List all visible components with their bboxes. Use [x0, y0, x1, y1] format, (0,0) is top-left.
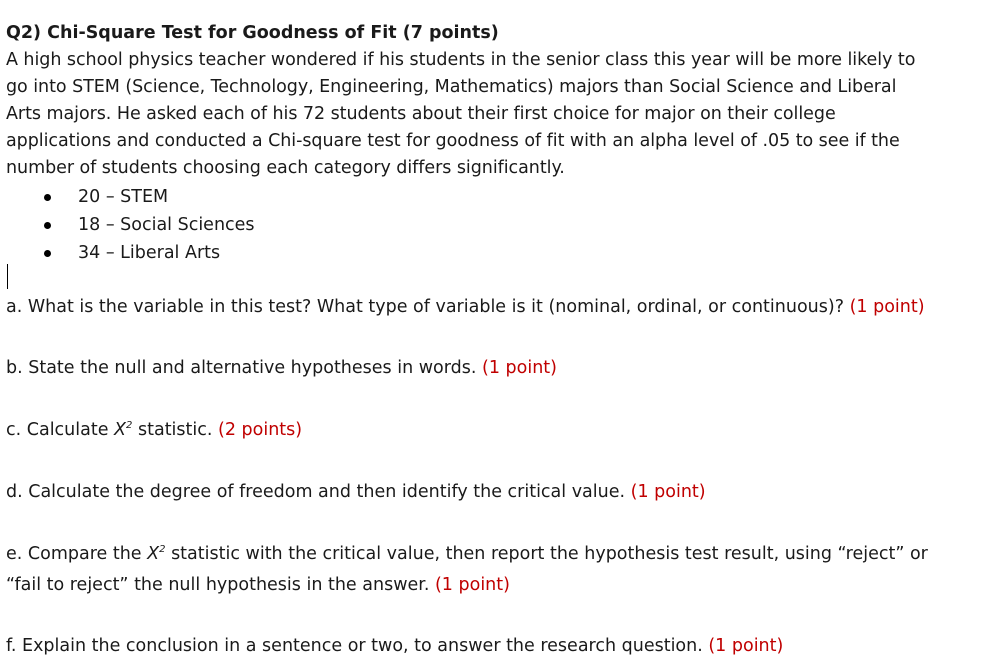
part-f [6, 631, 966, 662]
list-item [6, 211, 976, 239]
bullet-icon [44, 222, 51, 229]
part-f-points: (1 point) [708, 636, 784, 656]
part-b [6, 353, 966, 384]
question-intro: A high school physics teacher wondered if his students in the senior class this year will be more likely to go into STEM (Science, Technology, Engineering, Mathematics) majors than Social Science and Liberal Arts majors. He asked each of his 72 students about their first choice for major on their college applications and conducted a Chi-square test for goodness of fit with an alpha level of .05 to see if the number of students choosing each category differs significantly. [6, 50, 916, 178]
part-c-text-pre: c. Calculate [6, 420, 115, 440]
frequency-list [6, 183, 976, 267]
part-b-points: (1 point) [482, 358, 557, 378]
part-d-text: d. Calculate the degree of freedom and then identify the critical value. [6, 482, 631, 502]
part-e-text-pre: e. Compare the [6, 544, 148, 564]
chi-exponent: 2 [159, 544, 166, 555]
part-e-points: (1 point) [434, 575, 510, 595]
bullet-icon [44, 250, 51, 257]
question-document [6, 20, 976, 656]
part-c-points: (2 points) [218, 420, 303, 440]
part-f-text: f. Explain the conclusion in a sentence or two, to answer the research question. [6, 636, 709, 656]
chi-symbol: X [114, 420, 127, 440]
chi-symbol: X [147, 544, 160, 564]
part-a-text: a. What is the variable in this test? What type of variable is it (nominal, ordinal, or continuous)? [6, 297, 850, 317]
part-e-text-post: statistic with the critical value, then report the hypothesis test result, using “reject” or “fail to reject” the null hypothesis in the answer. [6, 544, 928, 595]
part-a-points: (1 point) [849, 297, 925, 317]
part-e [6, 539, 966, 601]
list-item-text: 18 – Social Sciences [78, 215, 255, 235]
part-d [6, 477, 966, 508]
list-item [6, 239, 976, 267]
question-title: Q2) Chi-Square Test for Goodness of Fit (7 points) [6, 23, 499, 43]
list-item-text: 20 – STEM [78, 187, 169, 207]
chi-exponent: 2 [126, 420, 133, 431]
part-d-points: (1 point) [630, 482, 706, 502]
part-c [6, 415, 966, 446]
part-a [6, 292, 966, 323]
text-cursor [7, 264, 8, 289]
bullet-icon [44, 194, 51, 201]
part-b-text: b. State the null and alternative hypotheses in words. [6, 358, 483, 378]
list-item [6, 183, 976, 211]
list-item-text: 34 – Liberal Arts [78, 243, 221, 263]
part-c-text-post: statistic. [132, 420, 218, 440]
